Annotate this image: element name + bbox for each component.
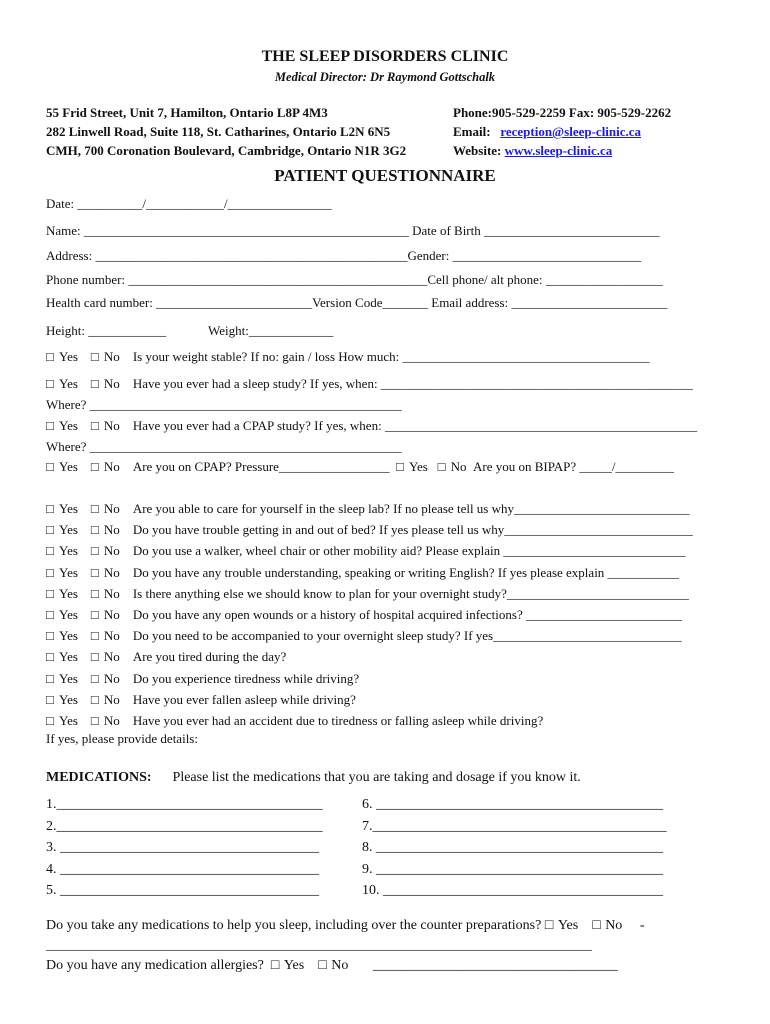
yes-label: Yes (59, 628, 78, 644)
sleep-study-where[interactable]: Where? ________________________________________________ (46, 397, 402, 412)
checkbox-yes[interactable]: □ (46, 628, 54, 644)
clinic-name: THE SLEEP DISORDERS CLINIC (261, 48, 509, 65)
height-field[interactable]: Height: ____________ (46, 323, 167, 338)
question-text: Have you ever had an accident due to tiredness or falling asleep while driving? (132, 713, 544, 728)
no-label: No (103, 501, 120, 516)
yes-label: Yes (59, 543, 78, 559)
checkbox-no[interactable]: □ (90, 522, 99, 538)
checkbox-no[interactable]: □ (90, 501, 99, 516)
medication-line[interactable]: 7.__________________________________________ (362, 818, 667, 834)
question-text: Is there anything else we should know to plan for your overnight study?____________________________ (132, 585, 689, 601)
checkbox-yes[interactable]: □ (46, 522, 54, 538)
question-text: Have you ever had a CPAP study? If yes, when: ________________________________________________ (132, 418, 697, 433)
checkbox-yes[interactable]: □ (46, 564, 54, 580)
sleep-meds-line[interactable]: ____________________________________________________________________________________ (46, 937, 592, 952)
checkbox-no[interactable]: □ (90, 543, 99, 559)
dash: - (639, 918, 645, 933)
no-label: No (103, 564, 120, 580)
question-text: Are you tired during the day? (132, 649, 287, 665)
yes-label: Yes (59, 564, 78, 580)
name-dob-field[interactable]: Name: __________________________________________________ Date of Birth ___________________________ (46, 223, 660, 238)
no-label: No (605, 918, 623, 933)
question-row (46, 522, 693, 538)
checkbox-no[interactable]: □ (90, 564, 99, 580)
checkbox-yes[interactable]: □ (46, 691, 54, 707)
checkbox-yes[interactable]: □ (46, 713, 54, 728)
checkbox-no[interactable]: □ (90, 628, 99, 644)
medication-line[interactable]: 10. ________________________________________ (362, 883, 663, 898)
checkbox-no[interactable]: □ (90, 376, 99, 391)
checkbox-no[interactable]: □ (90, 670, 99, 686)
question-text: Do you have trouble getting in and out of bed? If yes please tell us why_____________________________ (132, 522, 693, 538)
address-hamilton: 55 Frid Street, Unit 7, Hamilton, Ontario L8P 4M3 (46, 105, 328, 120)
no-label: No (103, 607, 120, 622)
medications-instruction: Please list the medications that you are taking and dosage if you know it. (172, 770, 581, 785)
no-label: No (103, 543, 120, 559)
website-line (453, 143, 612, 159)
question-row (46, 565, 679, 581)
question-row (46, 649, 286, 665)
question-row (46, 543, 685, 559)
checkbox-no[interactable]: □ (90, 418, 99, 433)
no-label: No (103, 349, 120, 364)
checkbox-yes[interactable]: □ (46, 376, 54, 391)
health-card-field[interactable]: Health card number: ________________________Version Code_______ Email address: ________________________ (46, 295, 668, 310)
question-text: Do you take any medications to help you sleep, including over the counter preparations? (46, 918, 542, 933)
checkbox-no[interactable]: □ (437, 459, 446, 474)
checkbox-yes[interactable]: □ (395, 459, 404, 474)
sleep-study-row (46, 376, 693, 392)
yes-label: Yes (59, 376, 78, 391)
medication-line[interactable]: 5. _____________________________________ (46, 883, 319, 898)
cpap-bipap-row (46, 459, 674, 475)
question-text: Are you on CPAP? Pressure_________________ (132, 459, 390, 474)
question-text: Are you able to care for yourself in the sleep lab? If no please tell us why___________________________ (132, 501, 690, 516)
yes-label: Yes (59, 691, 78, 707)
checkbox-no[interactable]: □ (592, 918, 601, 933)
medications-heading-row (46, 770, 581, 786)
question-text: Do you have any medication allergies? (46, 958, 264, 973)
yes-label: Yes (59, 713, 78, 728)
no-label: No (103, 459, 120, 474)
email-label: Email: (453, 124, 491, 139)
medication-line[interactable]: 3. _____________________________________ (46, 840, 319, 855)
question-row (46, 713, 543, 729)
checkbox-no[interactable]: □ (90, 649, 99, 665)
cpap-study-where[interactable]: Where? ________________________________________________ (46, 439, 402, 454)
checkbox-yes[interactable]: □ (46, 607, 54, 622)
no-label: No (450, 459, 467, 474)
sleep-meds-row (46, 918, 644, 934)
phone-field[interactable]: Phone number: ______________________________________________Cell phone/ alt phone: __________________ (46, 272, 663, 287)
checkbox-no[interactable]: □ (90, 691, 99, 707)
medications-heading: MEDICATIONS: (46, 770, 152, 785)
no-label: No (103, 522, 120, 538)
date-field[interactable]: Date: __________/____________/________________ (46, 196, 332, 211)
question-text: Do you have any trouble understanding, speaking or writing English? If yes please explain ___________ (132, 564, 680, 580)
question-text: Do you use a walker, wheel chair or other mobility aid? Please explain ____________________________ (132, 543, 686, 559)
checkbox-yes[interactable]: □ (46, 418, 54, 433)
medical-director: Medical Director: Dr Raymond Gottschalk (274, 70, 496, 84)
medication-line[interactable]: 2.______________________________________ (46, 818, 323, 834)
checkbox-no[interactable]: □ (90, 713, 99, 728)
yes-label: Yes (59, 349, 78, 364)
medication-line[interactable]: 6. _________________________________________ (362, 797, 663, 812)
no-label: No (103, 691, 120, 707)
checkbox-yes[interactable]: □ (46, 349, 54, 364)
allergies-line[interactable]: ___________________________________ (372, 958, 618, 973)
no-label: No (103, 649, 120, 665)
email-line (453, 124, 641, 140)
yes-label: Yes (557, 918, 579, 933)
yes-label: Yes (59, 670, 78, 686)
yes-label: Yes (59, 459, 78, 474)
yes-label: Yes (59, 649, 78, 665)
no-label: No (103, 585, 120, 601)
question-text: Have you ever fallen asleep while driving? (132, 691, 356, 707)
phone-fax: Phone:905-529-2259 Fax: 905-529-2262 (453, 105, 672, 120)
address-st-catharines: 282 Linwell Road, Suite 118, St. Catharines, Ontario L2N 6N5 (46, 124, 391, 139)
question-row (46, 692, 356, 708)
question-row (46, 586, 689, 602)
address-cambridge: CMH, 700 Coronation Boulevard, Cambridge, Ontario N1R 3G2 (46, 143, 407, 158)
no-label: No (331, 958, 349, 973)
question-row (46, 607, 682, 623)
page-title: PATIENT QUESTIONNAIRE (274, 166, 496, 185)
medication-line[interactable]: 8. _________________________________________ (362, 840, 663, 855)
checkbox-yes[interactable]: □ (46, 543, 54, 559)
yes-label: Yes (408, 459, 428, 474)
checkbox-no[interactable]: □ (90, 585, 99, 601)
checkbox-yes[interactable]: □ (544, 918, 554, 933)
cpap-study-row (46, 418, 697, 434)
checkbox-yes[interactable]: □ (46, 585, 54, 601)
checkbox-yes[interactable]: □ (46, 649, 54, 665)
website-label: Website: (453, 143, 502, 158)
question-text: Do you experience tiredness while driving? (132, 670, 360, 686)
yes-label: Yes (59, 522, 78, 538)
yes-label: Yes (59, 418, 78, 433)
address-gender-field[interactable]: Address: ________________________________________________Gender: _____________________________ (46, 248, 642, 263)
details-prompt: If yes, please provide details: (46, 731, 198, 746)
no-label: No (103, 418, 120, 433)
question-row (46, 671, 359, 687)
website-link[interactable]: www.sleep-clinic.ca (504, 143, 613, 158)
checkbox-yes[interactable]: □ (46, 459, 54, 474)
checkbox-no[interactable]: □ (90, 607, 99, 622)
no-label: No (103, 628, 120, 644)
question-row (46, 501, 690, 517)
checkbox-yes[interactable]: □ (46, 670, 54, 686)
checkbox-yes[interactable]: □ (270, 958, 280, 973)
allergies-row (46, 958, 618, 974)
question-text: Are you on BIPAP? _____/_________ (473, 459, 675, 474)
medication-line[interactable]: 1.______________________________________ (46, 797, 323, 812)
email-link[interactable]: reception@sleep-clinic.ca (500, 124, 642, 139)
yes-label: Yes (59, 585, 78, 601)
yes-label: Yes (283, 958, 305, 973)
checkbox-no[interactable]: □ (90, 349, 99, 364)
medication-line[interactable]: 4. _____________________________________ (46, 861, 319, 877)
no-label: No (103, 670, 120, 686)
yes-label: Yes (59, 607, 78, 622)
yes-label: Yes (59, 501, 78, 516)
question-text: Do you need to be accompanied to your overnight sleep study? If yes_____________________________ (132, 628, 682, 644)
no-label: No (103, 376, 120, 391)
question-row (46, 628, 682, 644)
question-text: Is your weight stable? If no: gain / loss How much: ______________________________________ (132, 349, 650, 364)
medication-line[interactable]: 9. _________________________________________ (362, 861, 663, 877)
weight-field[interactable]: Weight:_____________ (208, 323, 334, 338)
question-text: Have you ever had a sleep study? If yes, when: ________________________________________________ (132, 376, 693, 391)
checkbox-yes[interactable]: □ (46, 501, 54, 516)
weight-stable-row (46, 349, 650, 365)
checkbox-no[interactable]: □ (318, 958, 327, 973)
question-text: Do you have any open wounds or a history of hospital acquired infections? ________________________ (132, 607, 682, 622)
checkbox-no[interactable]: □ (90, 459, 99, 474)
no-label: No (103, 713, 120, 728)
